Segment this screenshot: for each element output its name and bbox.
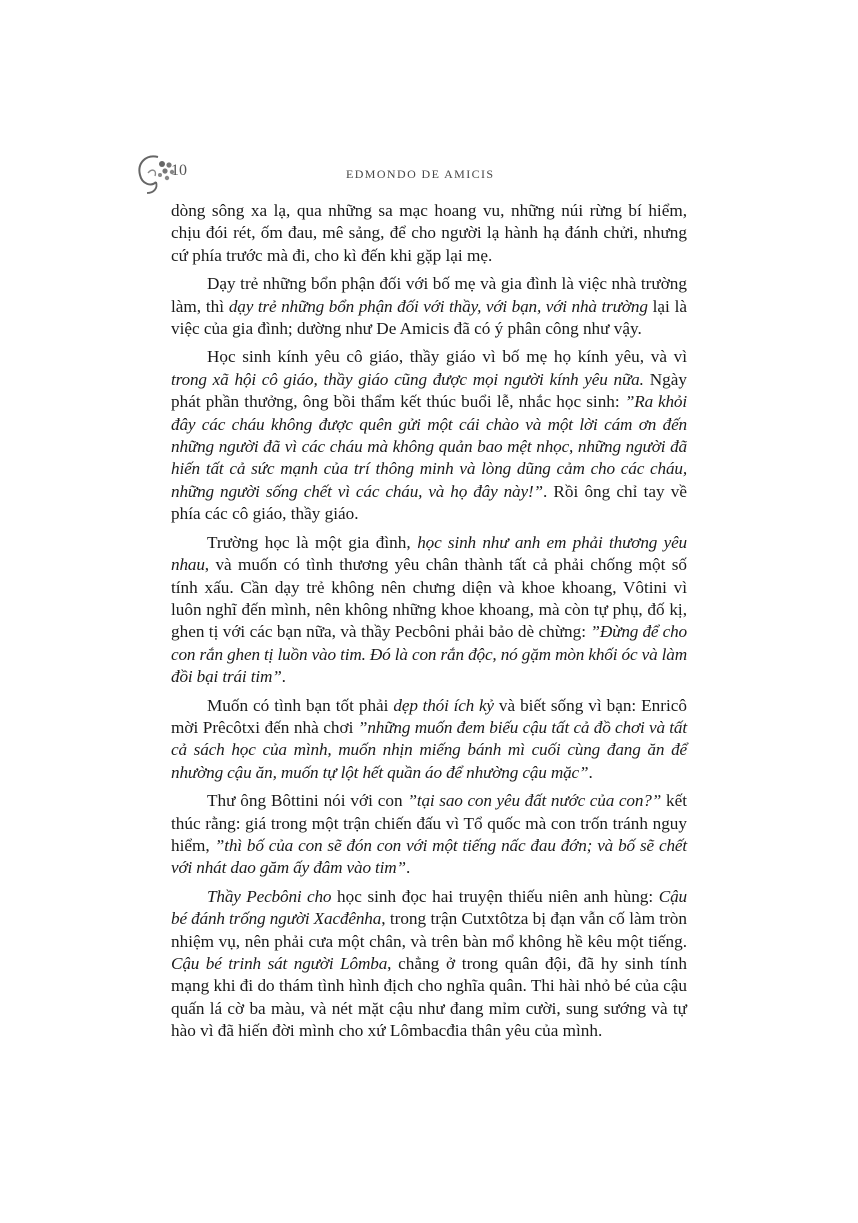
italic-run: Cậu bé đánh trống người Xacđênha — [171, 886, 687, 929]
text-run: , chẳng ở trong quân đội, đã hy sinh tính mạng khi đi do thám tình hình địch cho nghĩa quân. Thi hài nhỏ bé của cậu quấn lá cờ ba màu, và nét mặt cậu như đang mỉm cười, sung sướng và tự hào vì đã hiến đời mình cho xứ Lômbacđia thân yêu của mình. — [171, 954, 687, 1041]
text-run: Học sinh kính yêu cô giáo, thầy giáo vì bố mẹ họ kính yêu, và vì — [207, 347, 687, 367]
paragraph — [171, 695, 687, 785]
paragraph — [171, 790, 687, 880]
italic-run: ”thì bố của con sẽ đón con với một tiếng nấc đau đớn; và bố sẽ chết với nhát dao găm ấy đâm vào tim” — [171, 835, 687, 878]
italic-run: ”tại sao con yêu đất nước của con?” — [407, 791, 662, 811]
italic-run: học sinh như anh em phải thương yêu nhau — [171, 532, 687, 575]
text-run: , trong trận Cutxtôtza bị đạn vẫn cố làm tròn nhiệm vụ, nên phải cưa một chân, và trên bàn mổ không hề kêu một tiếng. — [171, 909, 687, 951]
italic-run: Thầy Pecbôni cho — [207, 886, 332, 906]
text-run: . Rồi ông chỉ tay về phía các cô giáo, thầy giáo. — [171, 481, 687, 524]
text-run: . — [588, 762, 593, 782]
text-run: Thư ông Bôttini nói với con — [207, 791, 408, 811]
italic-run: ”Đừng để cho con rắn ghen tị luồn vào tim. Đó là con rắn độc, nó gặm mòn khối óc và làm đồi bại trái tim” — [171, 622, 687, 687]
text-run: và biết sống vì bạn: Enricô mời Prêcôtxi đến nhà chơi — [171, 695, 687, 737]
text-run: . — [281, 667, 286, 687]
page-number: 10 — [171, 162, 187, 179]
paragraph — [171, 273, 687, 340]
running-head: EDMONDO DE AMICIS — [346, 167, 495, 181]
text-run: . — [405, 858, 411, 878]
text-run: kết thúc rằng: giá trong một trận chiến đấu vì Tổ quốc mà con trốn tránh nguy hiểm, — [171, 791, 688, 855]
paragraph — [171, 200, 687, 267]
italic-run: trong xã hội cô giáo, thầy giáo cũng được mọi người kính yêu nữa. — [171, 369, 644, 389]
paragraph — [171, 346, 687, 525]
text-run: học sinh đọc hai truyện thiếu niên anh hùng: — [331, 886, 659, 906]
italic-run: dạy trẻ những bổn phận đối với thầy, với bạn, với nhà trường — [228, 296, 648, 316]
text-run: dòng sông xa lạ, qua những sa mạc hoang vu, những núi rừng bí hiểm, chịu đói rét, ốm đau, mê sảng, để cho người lạ hành hạ đánh chửi, nhưng cứ phía trước mà đi, cho kì đến khi gặp lại mẹ. — [171, 201, 687, 265]
text-run: Dạy trẻ những bổn phận đối với bố mẹ và gia đình là việc nhà trường làm, thì — [171, 274, 687, 316]
italic-run: Cậu bé trinh sát người Lômba — [171, 954, 388, 973]
paragraph — [171, 532, 687, 689]
paragraph — [171, 886, 687, 1043]
text-run: , và muốn có tình thương yêu chân thành tất cả phải chống một số tính xấu. Cần dạy trẻ không nên chưng diện và khoe khoang, Vôtini vì luôn nghĩ đến mình, nên không những khoe khoang, mà còn tự phụ, đố kị, ghen tị với các bạn nữa, và thầy Pecbôni phải bảo dè chừng: — [171, 555, 687, 642]
text-run: Muốn có tình bạn tốt phải — [207, 695, 394, 715]
text-run: Trường học là một gia đình, — [207, 532, 418, 552]
text-run: Ngày phát phần thưởng, ông bồi thẩm kết thúc buổi lễ, nhắc học sinh: — [171, 369, 687, 412]
body-text — [171, 200, 687, 1049]
italic-run: ”những muốn đem biếu cậu tất cả đồ chơi và tất cả sách học của mình, muốn nhịn miếng bánh mì cuối cùng đang ăn để nhường cậu ăn, muốn tự lột hết quần áo để nhường cậu mặc” — [171, 717, 687, 782]
italic-run: ”Ra khỏi đây các cháu không được quên gửi một cái chào và một lời cám ơn đến những người đã vì các cháu mà không quản bao mệt nhọc, những người đã hiến tất cả sức mạnh của trí thông minh và lòng dũng cảm cho các cháu, những người sống chết vì các cháu, và họ đây này!” — [171, 392, 688, 501]
text-run: lại là việc của gia đình; dường như De Amicis đã có ý phân công như vậy. — [171, 296, 687, 339]
italic-run: dẹp thói ích kỷ — [393, 695, 494, 715]
